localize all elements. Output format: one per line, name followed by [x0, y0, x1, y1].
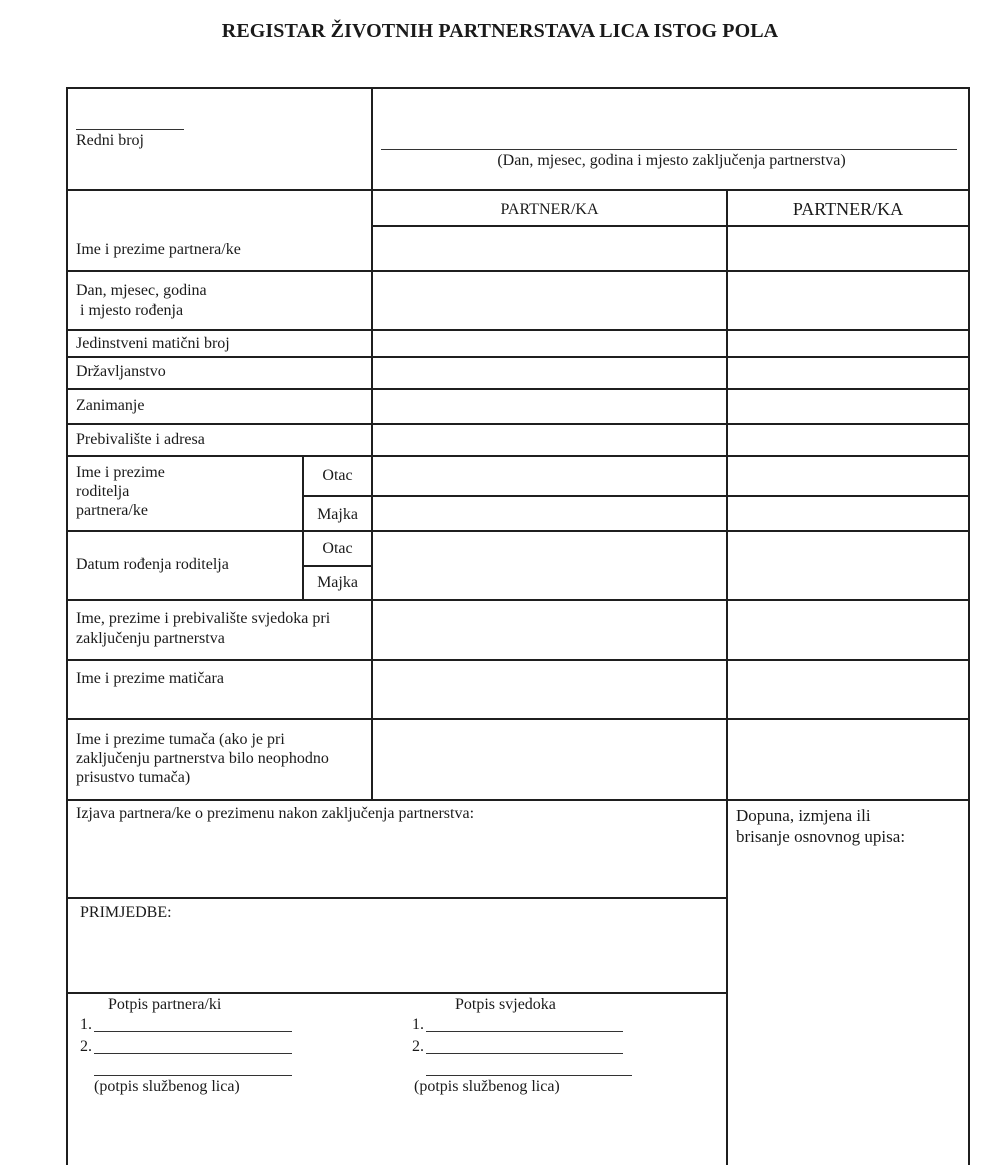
- row-line: [66, 189, 970, 191]
- official-signature-right-caption: (potpis službenog lica): [414, 1078, 560, 1095]
- label-birth-line1: Dan, mjesec, godina: [76, 282, 207, 299]
- partner2-parents-birth-cell[interactable]: [728, 532, 968, 599]
- amendment-field[interactable]: [728, 850, 968, 1165]
- partner2-witness-cell[interactable]: [728, 601, 968, 659]
- partner-signature-1-line[interactable]: [94, 1031, 292, 1032]
- label-witness-line1: Ime, prezime i prebivalište svjedoka pri: [76, 610, 331, 627]
- table-border-right: [968, 87, 970, 1165]
- partner2-citizenship-cell[interactable]: [728, 358, 968, 388]
- surname-statement-field[interactable]: [68, 826, 726, 897]
- label-interpreter-line2: zaključenju partnerstva bilo neophodno: [76, 750, 329, 767]
- label-mother-birth: Majka: [317, 574, 358, 591]
- label-parents-names-line2: roditelja: [76, 483, 130, 500]
- partner2-interpreter-cell[interactable]: [728, 720, 968, 799]
- partner1-registrar-cell[interactable]: [373, 661, 726, 718]
- remarks-field[interactable]: [68, 925, 726, 992]
- label-parents-names-line1: Ime i prezime: [76, 464, 165, 481]
- remarks-label: PRIMJEDBE:: [80, 904, 172, 921]
- partner-column-header-2: PARTNER/KA: [792, 199, 904, 219]
- row-line: [66, 897, 728, 899]
- partner1-full-name-cell[interactable]: [373, 227, 726, 270]
- label-parents-names: [76, 463, 165, 520]
- partner2-jmbg-cell[interactable]: [728, 331, 968, 356]
- partner2-registrar-cell[interactable]: [728, 661, 968, 718]
- partner1-parents-birth-cell[interactable]: [373, 532, 726, 599]
- partner-signature-2-number: 2.: [80, 1038, 92, 1055]
- partner-signature-1-number: 1.: [80, 1016, 92, 1033]
- partner2-birth-cell[interactable]: [728, 272, 968, 329]
- surname-statement-label: Izjava partnera/ke o prezimenu nakon zaključenja partnerstva:: [76, 805, 475, 822]
- partner2-residence-cell[interactable]: [728, 425, 968, 455]
- label-residence: Prebivalište i adresa: [76, 431, 205, 448]
- partner2-mother-name-cell[interactable]: [728, 497, 968, 530]
- label-birth-date-place: [76, 281, 207, 321]
- partner1-citizenship-cell[interactable]: [373, 358, 726, 388]
- label-birth-line2: i mjesto rođenja: [76, 302, 184, 319]
- witness-signature-1-line[interactable]: [426, 1031, 623, 1032]
- partner1-father-name-cell[interactable]: [373, 457, 726, 495]
- witness-signature-2-number: 2.: [412, 1038, 424, 1055]
- row-line: [66, 799, 970, 801]
- label-witness-line2: zaključenju partnerstva: [76, 630, 225, 647]
- witness-signature-1-number: 1.: [412, 1016, 424, 1033]
- partner1-residence-cell[interactable]: [373, 425, 726, 455]
- label-witness: [76, 609, 330, 649]
- witness-signature-2-line[interactable]: [426, 1053, 623, 1054]
- serial-number-label: Redni broj: [76, 132, 144, 149]
- amendment-label: [736, 805, 905, 847]
- partner-column-header-1: PARTNER/KA: [500, 201, 599, 218]
- document-title: REGISTAR ŽIVOTNIH PARTNERSTAVA LICA ISTOG POLA: [221, 20, 779, 42]
- label-jmbg: Jedinstveni matični broj: [76, 335, 230, 352]
- label-father-birth: Otac: [322, 540, 353, 557]
- label-full-name: Ime i prezime partnera/ke: [76, 241, 241, 258]
- partner2-father-name-cell[interactable]: [728, 457, 968, 495]
- table-border-top: [66, 87, 970, 89]
- partner1-birth-cell[interactable]: [373, 272, 726, 329]
- witnesses-signature-heading: Potpis svjedoka: [455, 996, 556, 1013]
- row-line: [302, 565, 372, 567]
- date-place-caption: (Dan, mjesec, godina i mjesto zaključenja partnerstva): [497, 152, 846, 169]
- label-parents-birth: Datum rođenja roditelja: [76, 556, 229, 573]
- label-interpreter: [76, 730, 329, 787]
- partner-signature-2-line[interactable]: [94, 1053, 292, 1054]
- partner1-occupation-cell[interactable]: [373, 390, 726, 423]
- amendment-label-line1: Dopuna, izmjena ili: [736, 806, 871, 825]
- partner1-mother-name-cell[interactable]: [373, 497, 726, 530]
- serial-number-field[interactable]: [76, 129, 184, 130]
- table-border-left: [66, 87, 68, 1165]
- label-mother-name: Majka: [317, 506, 358, 523]
- partner1-witness-cell[interactable]: [373, 601, 726, 659]
- label-parents-names-line3: partnera/ke: [76, 502, 148, 519]
- label-interpreter-line1: Ime i prezime tumača (ako je pri: [76, 731, 285, 748]
- official-signature-left-caption: (potpis službenog lica): [94, 1078, 240, 1095]
- date-place-field[interactable]: [381, 149, 957, 150]
- label-citizenship: Državljanstvo: [76, 363, 166, 380]
- partner1-interpreter-cell[interactable]: [373, 720, 726, 799]
- label-occupation: Zanimanje: [76, 397, 145, 414]
- label-interpreter-line3: prisustvo tumača): [76, 769, 191, 786]
- partners-signature-heading: Potpis partnera/ki: [108, 996, 222, 1013]
- amendment-label-line2: brisanje osnovnog upisa:: [736, 827, 906, 846]
- label-father-name: Otac: [322, 467, 353, 484]
- partner1-jmbg-cell[interactable]: [373, 331, 726, 356]
- partner2-occupation-cell[interactable]: [728, 390, 968, 423]
- label-registrar: Ime i prezime matičara: [76, 670, 224, 687]
- partner2-full-name-cell[interactable]: [728, 227, 968, 270]
